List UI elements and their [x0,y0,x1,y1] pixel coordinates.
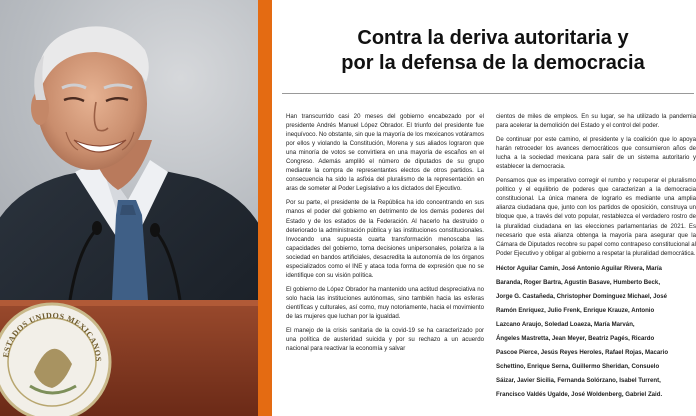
document [272,0,696,416]
signatory-line: Francisco Valdés Ugalde, José Woldenberg, Gabriel Zaid. [496,391,663,399]
left-column [286,112,484,358]
title-line-2: por la defensa de la democracia [341,52,645,74]
right-column [496,112,696,404]
signatory-line: Sáizar, Javier Sicilia, Fernanda Solórzano, Isabel Turrent, [496,377,661,385]
paragraph: De continuar por este camino, el presidente y la coalición que lo apoya harán retroceder los avances democráticos que consumieron años de lucha a la sociedad mexicana para salir de un sistema autoritario y establecer la democracia. [496,136,696,171]
signatory-line: Ángeles Mastretta, Jean Meyer, Beatriz Pagés, Ricardo [496,334,655,342]
presidential-seal [0,0,258,416]
paragraph: El gobierno de López Obrador ha mantenido una actitud despreciativa no solo hacia las instituciones autónomas, sino también hacia las esferas científicas y culturales, así como, muy notoriamente, hacia el movimiento de las mujeres que luchan por la igualdad. [286,285,484,320]
signatory-line: Ramón Enríquez, Julio Frenk, Enrique Krauze, Antonio [496,306,655,314]
paragraph: El manejo de la crisis sanitaria de la covid-19 se ha caracterizado por una política de austeridad suicida y por su rechazo a un acuerdo nacional para reactivar la economía y salvar [286,327,484,353]
paragraph: Pensamos que es imperativo corregir el rumbo y recuperar el pluralismo político y el equilibrio de poderes que caracterizan a la democracia constitucional. La única manera de lograrlo es mediante una amplia alianza ciudadana que, junto con los partidos de oposición, construya un bloque que, a través del voto popular, restablezca el verdadero rostro de la pluralidad ciudadana en las elecciones parlamentarias de 2021. Es necesario que esta alianza obtenga la mayoría para asegurar que la Cámara de Diputados recobre su papel como contrapeso constitucional al Poder Ejecutivo y obligar al gobierno a respetar la pluralidad democrática. [496,177,696,257]
paragraph: Han transcurrido casi 20 meses del gobierno encabezado por el presidente Andrés Manuel López Obrador. El triunfo del presidente fue inequívoco. No obstante, sin que la mayoría de los mexicanos votáramos por ellos y violando la Constitución, Morena y sus aliados lograron que una minoría de votos se convirtiera en una mayoría de escaños en el Congreso. Además ampliló el número de diputados de su grupo mediante la compra de representantes electos de otros partidos. La consecuencia ha sido la asfixia del pluralismo de la representación en aras de someter al Poder Legislativo a los dictados del Ejecutivo. [286,113,484,193]
signatory-line: Pascoe Pierce, Jesús Reyes Heroles, Rafael Rojas, Macario [496,348,669,356]
title-rule [282,93,694,94]
signatory-line: Lazcano Araujo, Soledad Loaeza, María Marván, [496,320,635,328]
orange-divider [258,0,272,416]
title-line-1: Contra la deriva autoritaria y [357,27,629,49]
signatory-line: Jorge G. Castañeda, Christopher Domínguez Michael, José [496,292,668,300]
signatory-line: Baranda, Roger Bartra, Agustín Basave, Humberto Beck, [496,278,661,286]
seal-text: ESTADOS UNIDOS MEXICANOS [1,310,104,363]
paragraph: Por su parte, el presidente de la República ha ido concentrando en sus manos el poder del gobierno en detrimento de los demás poderes del Estado y de los estados de la Federación. Al hacerlo ha destruido o deteriorado la administración pública y las instituciones constitucionales. Invocando una supuesta cuarta transformación menoscaba las capacidades del gobierno, toma decisiones unipersonales, polariza a la sociedad en bandos artificiales, desacredita la autonomía de los órganos especializados como el INE y ataca toda forma de expresión que no se identifique con su visión política. [286,199,484,279]
signatory-line: Schettino, Enrique Serna, Guillermo Sheridan, Consuelo [496,363,660,371]
paragraph: cientos de miles de empleos. En su lugar, se ha utilizado la pandemia para acelerar la demolición del Estado y el control del poder. [496,113,696,130]
signatories [496,264,696,399]
svg-text:ESTADOS UNIDOS MEXICANOS [1,311,103,362]
signatory-line: Héctor Aguilar Camín, José Antonio Aguilar Rivera, María [496,264,662,272]
document-title [290,26,696,76]
photo-panel [0,0,258,416]
